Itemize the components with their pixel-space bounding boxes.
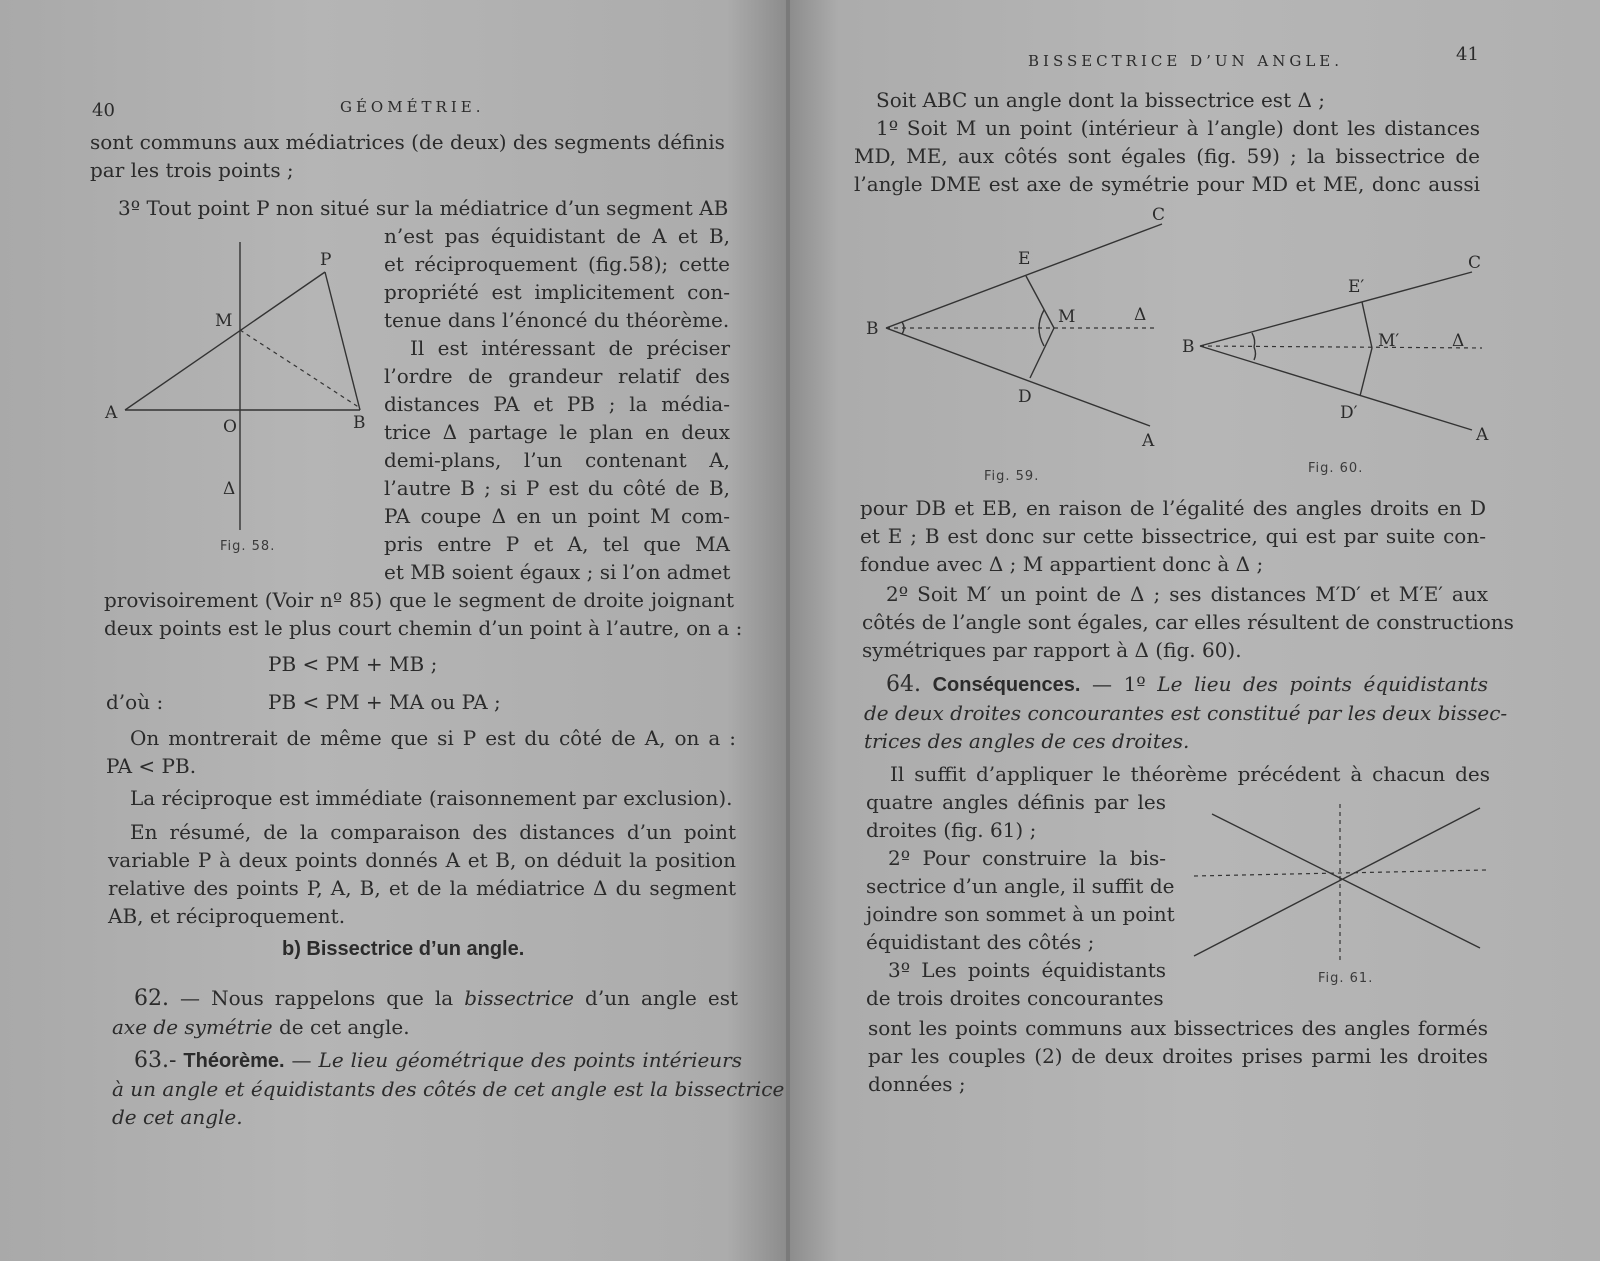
text-line: AB, et réciproquement.: [108, 904, 346, 928]
running-head-right: BISSECTRICE D’UN ANGLE.: [1028, 52, 1344, 70]
segment-me: [1362, 302, 1372, 348]
text-line: Il est intéressant de préciser: [410, 336, 730, 360]
text-line: pris entre P et A, tel que MA: [384, 532, 730, 556]
text-line: En résumé, de la comparaison des distances d’un point: [130, 820, 736, 844]
label-delta: Δ: [1134, 305, 1147, 325]
angle-arc-lower: [1254, 347, 1256, 360]
label-delta: Δ: [223, 479, 236, 499]
text-line: distances PA et PB ; la média-: [384, 392, 730, 416]
theorem-text: à un angle et équidistants des côtés de cet angle est la bissectrice: [112, 1077, 785, 1101]
paragraph-resume: [108, 818, 736, 930]
theorem-text: Le lieu géométrique des points intérieurs: [318, 1048, 743, 1072]
text-line: sectrice d’un angle, il suffit de: [866, 874, 1175, 898]
paragraph-montrerait: [106, 724, 736, 780]
text-line: l’autre B ; si P est du côté de B,: [384, 476, 730, 500]
label-e: E: [1018, 249, 1031, 269]
label-a: A: [1142, 431, 1155, 451]
label-a: A: [105, 403, 118, 423]
text-line: équidistant des côtés ;: [866, 930, 1095, 954]
paragraph-narrow: [866, 788, 1175, 1012]
page-number-right: 41: [1456, 44, 1479, 65]
text-line: et E ; B est donc sur cette bissectrice, qui est par suite con-: [860, 524, 1486, 548]
label-c: C: [1152, 205, 1166, 225]
paragraph-64: [864, 670, 1508, 755]
label-m: M: [215, 311, 233, 331]
figure-60: [1182, 250, 1500, 490]
dash: —: [291, 1048, 312, 1072]
dash: —: [1091, 672, 1112, 696]
label-a: A: [1476, 425, 1489, 445]
label-b: B: [1182, 337, 1195, 357]
label-e-prime: E′: [1348, 277, 1365, 297]
paragraph-suffit-first: Il suffit d’appliquer le théorème précédent à chacun des: [890, 762, 1490, 786]
text-line: deux points est le plus court chemin d’un point à l’autre, on a :: [104, 616, 743, 640]
paragraph-number: 63.-: [134, 1048, 177, 1073]
text-line: n’est pas équidistant de A et B,: [384, 224, 730, 248]
text: Nous rappelons que la: [211, 986, 454, 1010]
paragraph-continuation: [90, 128, 730, 184]
theorem-title: Théorème.: [183, 1050, 285, 1072]
text-line: par les trois points ;: [90, 158, 294, 182]
item3-wrapped: [384, 222, 730, 334]
label-b: B: [353, 413, 366, 433]
text-line: sont les points communs aux bissectrices des angles formés: [868, 1016, 1488, 1040]
paragraph-number: 62.: [134, 986, 169, 1011]
label-m-prime: M′: [1378, 331, 1400, 351]
angle-arc-upper: [1252, 333, 1255, 347]
text-line: droites (fig. 61) ;: [866, 818, 1037, 842]
text-line: On montrerait de même que si P est du côté de A, on a :: [130, 726, 736, 750]
text-line: joindre son sommet à un point: [866, 902, 1175, 926]
label-d: D: [1018, 387, 1032, 407]
consequence-text: trices des angles de ces droites.: [864, 729, 1190, 753]
text-line: de trois droites concourantes: [866, 986, 1164, 1010]
theorem-text: de cet angle.: [112, 1105, 243, 1129]
figure-61-caption: Fig. 61.: [1318, 971, 1374, 986]
text-line: symétriques par rapport à Δ (fig. 60).: [862, 638, 1242, 662]
text-line: et MB soient égaux ; si l’on admet: [384, 560, 731, 584]
label-b: B: [866, 319, 879, 339]
text-line: 1º Soit M un point (intérieur à l’angle) dont les distances: [876, 116, 1480, 140]
text-line: variable P à deux points donnés A et B, on déduit la position: [108, 848, 736, 872]
label-m: M: [1058, 307, 1076, 327]
text-line: par les couples (2) de deux droites prises parmi les droites: [868, 1044, 1488, 1068]
text-line: propriété est implicitement con-: [384, 280, 730, 304]
formula-1: PB < PM + MB ;: [268, 652, 438, 676]
side-ba: [1200, 346, 1472, 430]
text-line: données ;: [868, 1072, 966, 1096]
figure-61: [1190, 800, 1490, 996]
side-bc: [1200, 272, 1472, 346]
running-head-left: GÉOMÉTRIE.: [340, 98, 485, 116]
paragraph-interest-full: [104, 586, 743, 642]
text-line: PA < PB.: [106, 754, 197, 778]
text-line: Soit ABC un angle dont la bissectrice est Δ ;: [876, 88, 1326, 112]
text-line: relative des points P, A, B, et de la médiatrice Δ du segment: [108, 876, 736, 900]
text-line: 2º Pour construire la bis-: [888, 846, 1166, 870]
text-line: pour DB et EB, en raison de l’égalité des angles droits en D: [860, 496, 1486, 520]
text-line: demi-plans, l’un contenant A,: [384, 448, 730, 472]
line-1: [1194, 808, 1480, 956]
side-bc: [886, 224, 1162, 328]
formula-2: PB < PM + MA ou PA ;: [268, 690, 501, 714]
right-page: [790, 0, 1600, 1261]
left-page: [0, 0, 790, 1261]
text-line: sont communs aux médiatrices (de deux) des segments définis: [90, 130, 725, 154]
text-line: l’angle DME est axe de symétrie pour MD et ME, donc aussi: [854, 172, 1480, 196]
text-line: l’ordre de grandeur relatif des: [384, 364, 730, 388]
section-title: Conséquences.: [932, 674, 1081, 696]
label-delta: Δ: [1452, 331, 1465, 351]
paragraph-64-line-1: [864, 670, 1488, 699]
paragraph-62-line-1: [112, 984, 738, 1013]
section-heading: b) Bissectrice d’un angle.: [282, 938, 525, 960]
label-o: O: [223, 417, 237, 437]
label-p: P: [320, 250, 332, 270]
segment-md: [1030, 328, 1054, 378]
text-line: provisoirement (Voir nº 85) que le segment de droite joignant: [104, 588, 734, 612]
item-lead: 1º: [1123, 672, 1146, 696]
figure-58-caption: Fig. 58.: [220, 539, 276, 554]
text-line: fondue avec Δ ; M appartient donc à Δ ;: [860, 552, 1264, 576]
italic-term: axe de symétrie: [112, 1015, 273, 1039]
paragraph-item2: [862, 580, 1514, 664]
dou-label: d’où :: [106, 690, 164, 714]
dash: —: [180, 986, 201, 1010]
paragraph-interest-wrapped: [384, 334, 730, 586]
consequence-text: Le lieu des points équidistants: [1157, 672, 1489, 696]
label-c: C: [1468, 253, 1482, 273]
page-number-left: 40: [92, 100, 115, 121]
line-2: [1212, 814, 1480, 948]
text-line: MD, ME, aux côtés sont égales (fig. 59) ; la bissectrice de: [854, 144, 1480, 168]
paragraph-reciproque: La réciproque est immédiate (raisonnement par exclusion).: [130, 786, 733, 810]
text: de cet angle.: [278, 1015, 410, 1039]
figure-60-caption: Fig. 60.: [1308, 461, 1364, 476]
segment-md: [1360, 348, 1372, 396]
paragraph-62-line-2: [112, 1013, 738, 1041]
text-line: 2º Soit M′ un point de Δ ; ses distances M′D′ et M′E′ aux: [886, 582, 1488, 606]
paragraph-intro: [854, 86, 1480, 198]
figure-59-caption: Fig. 59.: [984, 469, 1040, 484]
item3-first-line: 3º Tout point P non situé sur la médiatrice d’un segment AB: [118, 196, 729, 220]
text-line: 3º Les points équidistants: [888, 958, 1166, 982]
paragraph-63: [112, 1046, 785, 1131]
paragraph-62: [112, 984, 738, 1041]
text-line: quatre angles définis par les: [866, 790, 1166, 814]
bisector-delta: [1200, 346, 1482, 348]
paragraph-63-line-1: [112, 1046, 742, 1075]
label-d-prime: D′: [1340, 403, 1358, 423]
text-line: tenue dans l’énoncé du théorème.: [384, 308, 730, 332]
paragraph-continued: [860, 494, 1486, 578]
text-line: et réciproquement (fig.58); cette: [384, 252, 730, 276]
italic-term: bissectrice: [464, 986, 575, 1010]
text-line: PA coupe Δ en un point M com-: [384, 504, 730, 528]
paragraph-final: [868, 1014, 1488, 1098]
text-line: côtés de l’angle sont égales, car elles résultent de constructions: [862, 610, 1514, 634]
paragraph-number: 64.: [886, 672, 921, 697]
segment-ap: [125, 272, 325, 410]
figure-58: [95, 238, 385, 568]
consequence-text: de deux droites concourantes est constitué par les deux bissec-: [864, 701, 1508, 725]
text-line: trice Δ partage le plan en deux: [384, 420, 730, 444]
text: d’un angle est: [585, 986, 739, 1010]
side-ba: [886, 328, 1150, 426]
figure-59: [866, 200, 1176, 490]
